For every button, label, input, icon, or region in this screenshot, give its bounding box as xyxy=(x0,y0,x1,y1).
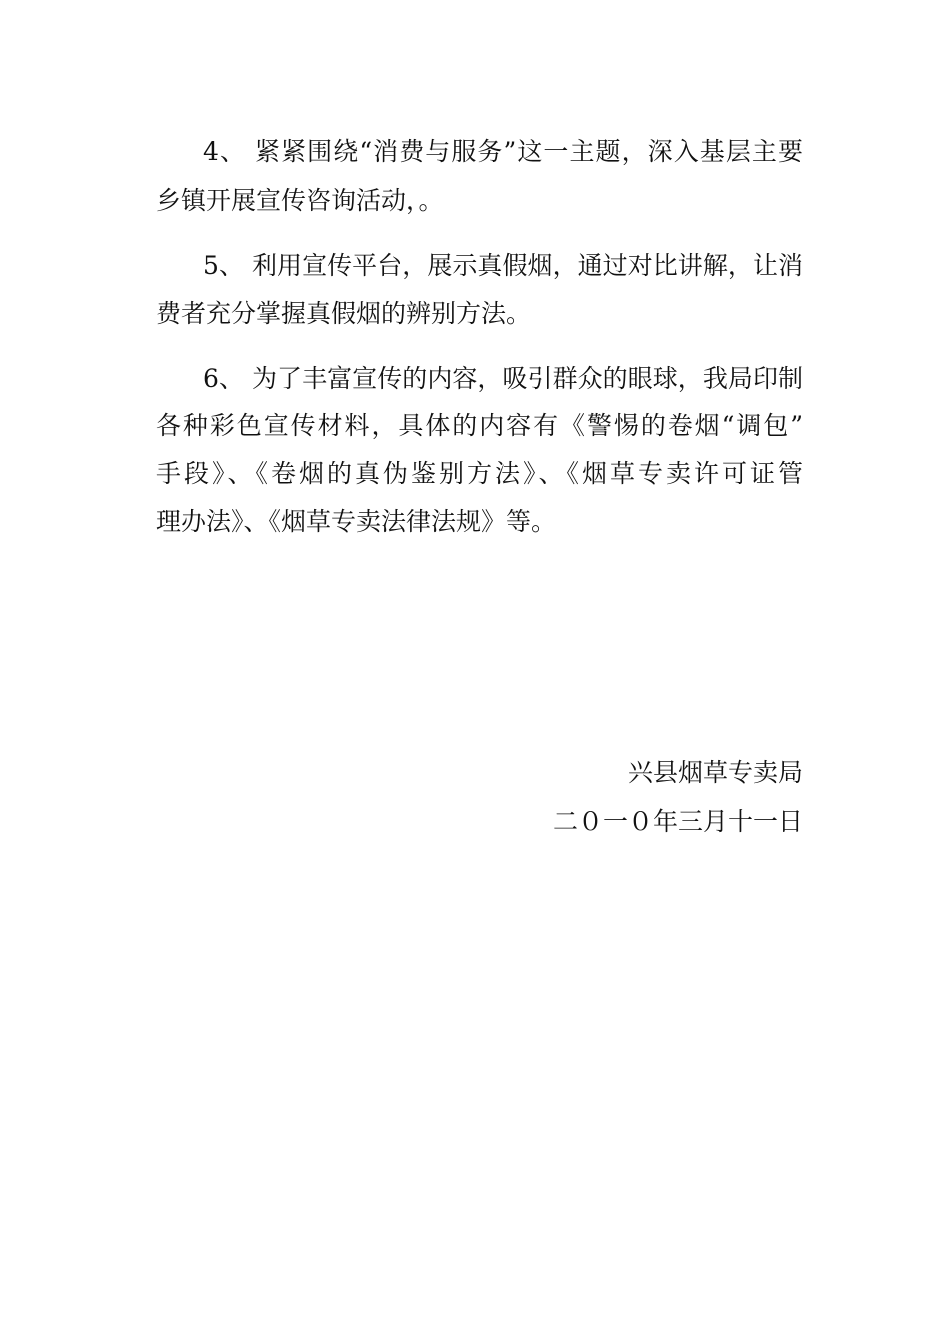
paragraph-line: 6、 为了丰富宣传的内容，吸引群众的眼球，我局印制 xyxy=(203,364,803,393)
paragraph-line: 4、 紧紧围绕“消费与服务”这一主题，深入基层主要 xyxy=(203,137,803,166)
paragraph-line: 手段》、《卷烟的真伪鉴别方法》、《烟草专卖许可证管 xyxy=(156,459,803,488)
paragraph-line: 各种彩色宣传材料，具体的内容有《警惕的卷烟“调包” xyxy=(156,411,803,440)
paragraph-line: 费者充分掌握真假烟的辨别方法。 xyxy=(156,299,532,328)
paragraph-line: 理办法》、《烟草专卖法律法规》等。 xyxy=(156,507,557,536)
paragraph-line: 5、 利用宣传平台，展示真假烟，通过对比讲解，让消 xyxy=(203,251,803,280)
signature-date: 二０一０年三月十一日 xyxy=(552,807,803,836)
signature-organization: 兴县烟草专卖局 xyxy=(627,758,803,787)
paragraph-line: 乡镇开展宣传咨询活动，。 xyxy=(156,186,444,215)
